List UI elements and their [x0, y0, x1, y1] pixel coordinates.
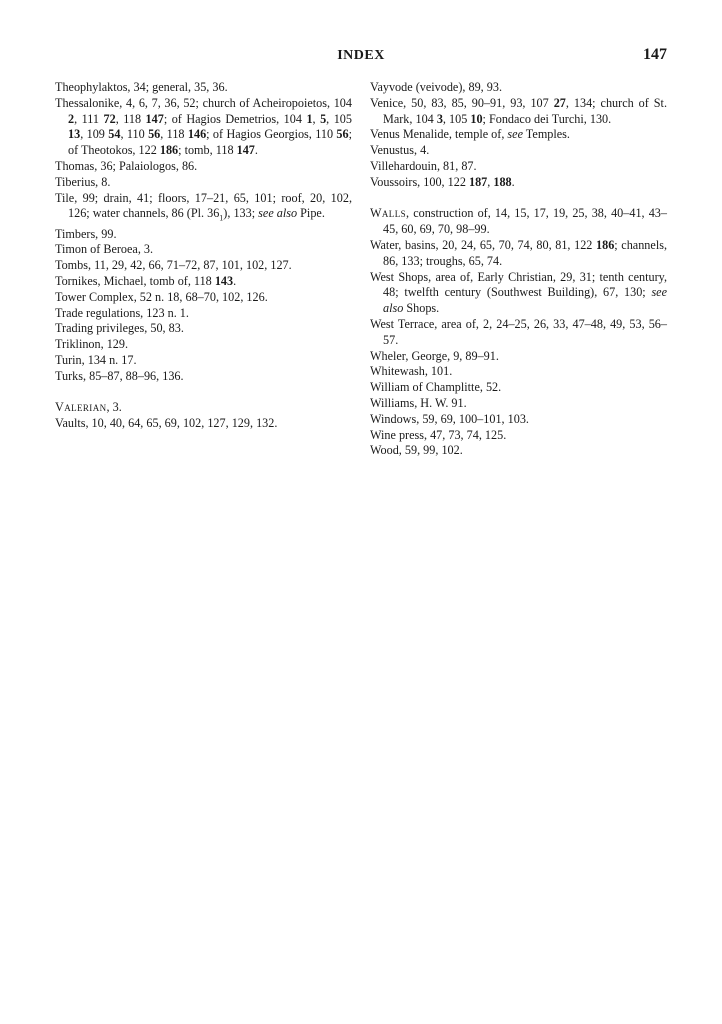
section-letter-heading: Valerian [55, 400, 107, 415]
index-entry: Villehardouin, 81, 87. [370, 158, 477, 173]
index-entry: Tombs, 11, 29, 42, 66, 71–72, 87, 101, 102, 127. [55, 258, 292, 273]
figure-reference: 13 [68, 127, 81, 142]
figure-reference: 2 [68, 111, 75, 126]
page-header [55, 48, 667, 70]
index-entry: Wheler, George, 9, 89–91. [370, 348, 499, 363]
figure-reference: 143 [214, 274, 234, 288]
index-entry: Timbers, 99. [55, 226, 117, 241]
page-number: 147 [643, 46, 667, 63]
index-entry: Venustus, 4. [370, 143, 430, 158]
index-entry: Turin, 134 n. 17. [55, 352, 137, 367]
index-entry: Trade regulations, 123 n. 1. [55, 305, 189, 320]
figure-reference: 146 [187, 127, 207, 142]
cross-reference: see also [258, 206, 298, 221]
index-entry: Vayvode (veivode), 89, 93. [370, 80, 502, 94]
figure-reference: 186 [596, 237, 615, 252]
index-entry: Whitewash, 101. [370, 364, 453, 379]
index-entry: Tower Complex, 52 n. 18, 68–70, 102, 126. [55, 289, 268, 304]
figure-reference: 56 [148, 127, 161, 142]
index-entry: Valerian, 3. [55, 400, 122, 415]
figure-reference: 56 [336, 127, 349, 142]
figure-reference: 10 [470, 111, 483, 126]
index-entry: Tiberius, 8. [55, 174, 111, 189]
index-entry: Wine press, 47, 73, 74, 125. [370, 427, 507, 442]
index-entry: Venus Menalide, temple of, see Temples. [370, 127, 570, 142]
index-entry: Williams, H. W. 91. [370, 395, 467, 410]
cross-reference: see also [383, 285, 667, 316]
section-gap [370, 191, 667, 207]
index-entry: Triklinon, 129. [55, 337, 129, 352]
index-entry: Thomas, 36; Palaiologos, 86. [55, 158, 198, 173]
index-entry: West Shops, area of, Early Christian, 29, 31; tenth century, 48; twelfth century (Southwest Building), 67, 130; see also Shops. [370, 269, 667, 316]
figure-reference: 147 [236, 143, 255, 158]
index-entry: Theophylaktos, 34; general, 35, 36. [55, 80, 228, 94]
index-column-right [370, 80, 667, 459]
figure-reference: 147 [145, 111, 164, 126]
index-entry: Walls, construction of, 14, 15, 17, 19, 25, 38, 40–41, 43–45, 60, 69, 70, 98–99. [370, 206, 667, 237]
figure-reference: 186 [159, 143, 179, 158]
index-entry: Vaults, 10, 40, 64, 65, 69, 102, 127, 129, 132. [55, 416, 278, 431]
figure-reference: 27 [553, 95, 566, 110]
figure-reference: 5 [320, 111, 327, 126]
index-entry: Venice, 50, 83, 85, 90–91, 93, 107 27, 134; church of St. Mark, 104 3, 105 10; Fondaco dei Turchi, 130. [370, 95, 667, 126]
section-letter-heading: Walls [370, 206, 407, 221]
index-entry: Trading privileges, 50, 83. [55, 321, 184, 336]
index-entry: Voussoirs, 100, 122 187, 188. [370, 174, 515, 189]
index-entry: Windows, 59, 69, 100–101, 103. [370, 411, 529, 426]
index-column-left [55, 80, 352, 432]
figure-reference: 3 [436, 111, 443, 126]
figure-reference: 72 [103, 111, 116, 126]
index-entry: West Terrace, area of, 2, 24–25, 26, 33, 47–48, 49, 53, 56–57. [370, 316, 667, 347]
index-entry: Timon of Beroea, 3. [55, 242, 154, 257]
plate-subscript: 1 [219, 213, 224, 223]
index-entry: William of Champlitte, 52. [370, 380, 502, 395]
figure-reference: 188 [493, 174, 512, 189]
figure-reference: 187 [468, 174, 488, 189]
index-entry: Wood, 59, 99, 102. [370, 443, 463, 458]
figure-reference: 54 [108, 127, 121, 142]
running-head: INDEX [337, 48, 385, 63]
index-entry: Tornikes, Michael, tomb of, 118 143. [55, 274, 237, 288]
index-entry: Thessalonike, 4, 6, 7, 36, 52; church of Acheiropoietos, 104 2, 111 72, 118 147; of Hagios Demetrios, 104 1, 5, 105 13, 109 54, 110 56, 118 146; of Hagios Georgios, 110 56; of Theotokos, 122 186; tomb, 118 147. [55, 95, 352, 158]
section-gap [55, 385, 352, 401]
cross-reference: see [507, 127, 523, 142]
figure-reference: 1 [306, 111, 313, 126]
index-entry: Tile, 99; drain, 41; floors, 17–21, 65, 101; roof, 20, 102, 126; water channels, 86 (Pl. $36_1$), 133; see also Pipe. [55, 190, 352, 223]
index-entry: Turks, 85–87, 88–96, 136. [55, 368, 184, 383]
index-entry: Water, basins, 20, 24, 65, 70, 74, 80, 81, 122 186; channels, 86, 133; troughs, 65, 74. [370, 237, 667, 268]
